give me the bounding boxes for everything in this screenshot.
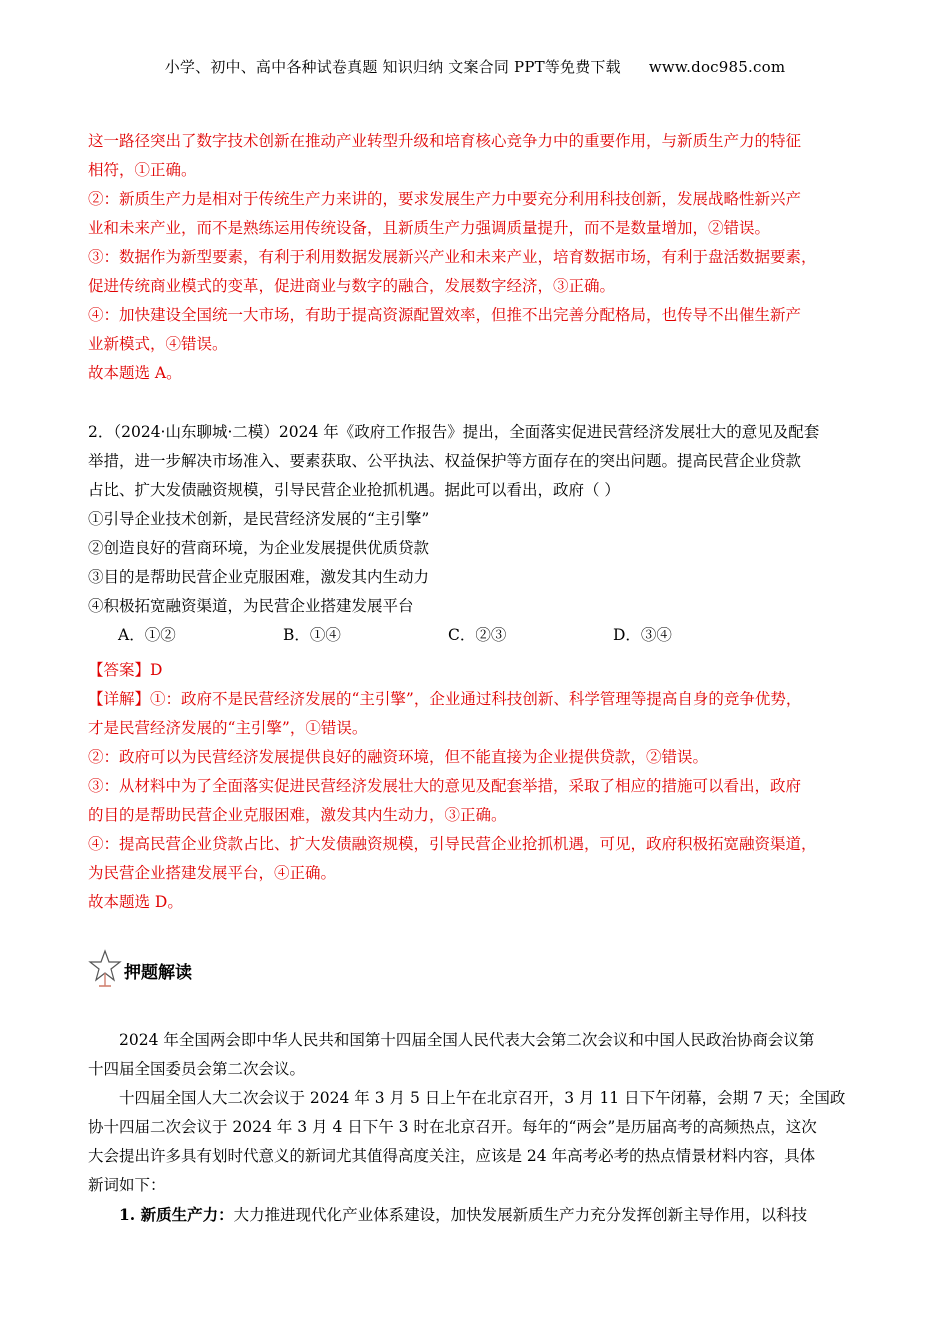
q2-statement: ③目的是帮助民营企业克服困难，激发其内生动力 <box>88 568 430 586</box>
q2-detail-line: 的目的是帮助民营企业克服困难，激发其内生动力，③正确。 <box>88 806 507 824</box>
q2-stem-line: 2．（2024·山东聊城·二模）2024 年《政府工作报告》提出，全面落实促进民营经济发展壮大的意见及配套 <box>88 423 820 441</box>
q1-line: 业新模式，④错误。 <box>88 335 228 353</box>
p1-line: 十四届全国委员会第二次会议。 <box>88 1060 306 1078</box>
option-d: D．③④ <box>613 626 672 644</box>
header-site: www.doc985.com <box>648 58 786 76</box>
q1-line: 业和未来产业，而不是熟练运用传统设备，且新质生产力强调质量提升，而不是数量增加，②错误。 <box>88 219 771 237</box>
q1-conclusion: 故本题选 A。 <box>88 364 182 382</box>
option-b: B．①④ <box>283 626 341 644</box>
q2-answer-detail <box>88 656 866 917</box>
page-header <box>0 56 950 77</box>
q2-stem-line: 占比、扩大发债融资规模，引导民营企业抢抓机遇。据此可以看出，政府（ ） <box>88 481 620 499</box>
p2-line: 新词如下： <box>88 1176 166 1194</box>
q2-stem <box>88 418 866 650</box>
q2-detail-line: 【详解】①：政府不是民营经济发展的“主引擎”，企业通过科技创新、科学管理等提高自身的竞争优势， <box>88 690 802 708</box>
p3-line <box>88 1200 866 1230</box>
p2-line: 协十四届二次会议于 2024 年 3 月 4 日下午 3 时在北京召开。每年的“两会”是历届高考的高频热点，这次 <box>88 1118 817 1136</box>
p3-label: 1. 新质生产力： <box>119 1205 234 1224</box>
p3-text: 大力推进现代化产业体系建设，加快发展新质生产力充分发挥创新主导作用，以科技 <box>233 1206 808 1224</box>
q2-answer: 【答案】D <box>88 661 163 679</box>
q2-statement: ②创造良好的营商环境，为企业发展提供优质贷款 <box>88 539 430 557</box>
q1-explanation <box>88 127 866 388</box>
body-text <box>88 1026 866 1230</box>
option-a: A．①② <box>118 626 176 644</box>
q2-detail-line: 为民营企业搭建发展平台，④正确。 <box>88 864 337 882</box>
q2-detail-line: ③：从材料中为了全面落实促进民营经济发展壮大的意见及配套举措，采取了相应的措施可以看出，政府 <box>88 777 802 795</box>
q2-options <box>88 621 866 650</box>
p2-line: 大会提出许多具有划时代意义的新词尤其值得高度关注，应该是 24 年高考必考的热点情景材料内容，具体 <box>88 1147 816 1165</box>
q2-statement: ④积极拓宽融资渠道，为民营企业搭建发展平台 <box>88 597 414 615</box>
q2-detail-line: ④：提高民营企业贷款占比、扩大发债融资规模，引导民营企业抢抓机遇，可见，政府积极拓宽融资渠道， <box>88 835 817 853</box>
q1-line: 相符，①正确。 <box>88 161 197 179</box>
p2-line: 十四届全国人大二次会议于 2024 年 3 月 5 日上午在北京召开，3 月 11 日下午闭幕，会期 7 天；全国政 <box>119 1089 846 1107</box>
q1-line: 这一路径突出了数字技术创新在推动产业转型升级和培育核心竞争力中的重要作用，与新质生产力的特征 <box>88 132 802 150</box>
header-text: 小学、初中、高中各种试卷真题 知识归纳 文案合同 PPT等免费下载 <box>164 58 621 76</box>
section-title: 押题解读 <box>124 962 192 983</box>
section-heading <box>88 948 192 992</box>
star-icon <box>88 948 122 992</box>
q2-stem-line: 举措，进一步解决市场准入、要素获取、公平执法、权益保护等方面存在的突出问题。提高民营企业贷款 <box>88 452 802 470</box>
q1-line: ③：数据作为新型要素，有利于利用数据发展新兴产业和未来产业，培育数据市场，有利于盘活数据要素， <box>88 248 817 266</box>
q1-line: ②：新质生产力是相对于传统生产力来讲的，要求发展生产力中要充分利用科技创新，发展战略性新兴产 <box>88 190 802 208</box>
q1-line: ④：加快建设全国统一大市场，有助于提高资源配置效率，但推不出完善分配格局，也传导不出催生新产 <box>88 306 802 324</box>
option-c: C．②③ <box>448 626 507 644</box>
q1-line: 促进传统商业模式的变革，促进商业与数字的融合，发展数字经济，③正确。 <box>88 277 616 295</box>
q2-detail-line: ②：政府可以为民营经济发展提供良好的融资环境，但不能直接为企业提供贷款，②错误。 <box>88 748 709 766</box>
q2-conclusion: 故本题选 D。 <box>88 893 183 911</box>
q2-statement: ①引导企业技术创新，是民营经济发展的“主引擎” <box>88 510 430 528</box>
p1-line: 2024 年全国两会即中华人民共和国第十四届全国人民代表大会第二次会议和中国人民政治协商会议第 <box>119 1031 815 1049</box>
q2-detail-line: 才是民营经济发展的“主引擎”，①错误。 <box>88 719 368 737</box>
